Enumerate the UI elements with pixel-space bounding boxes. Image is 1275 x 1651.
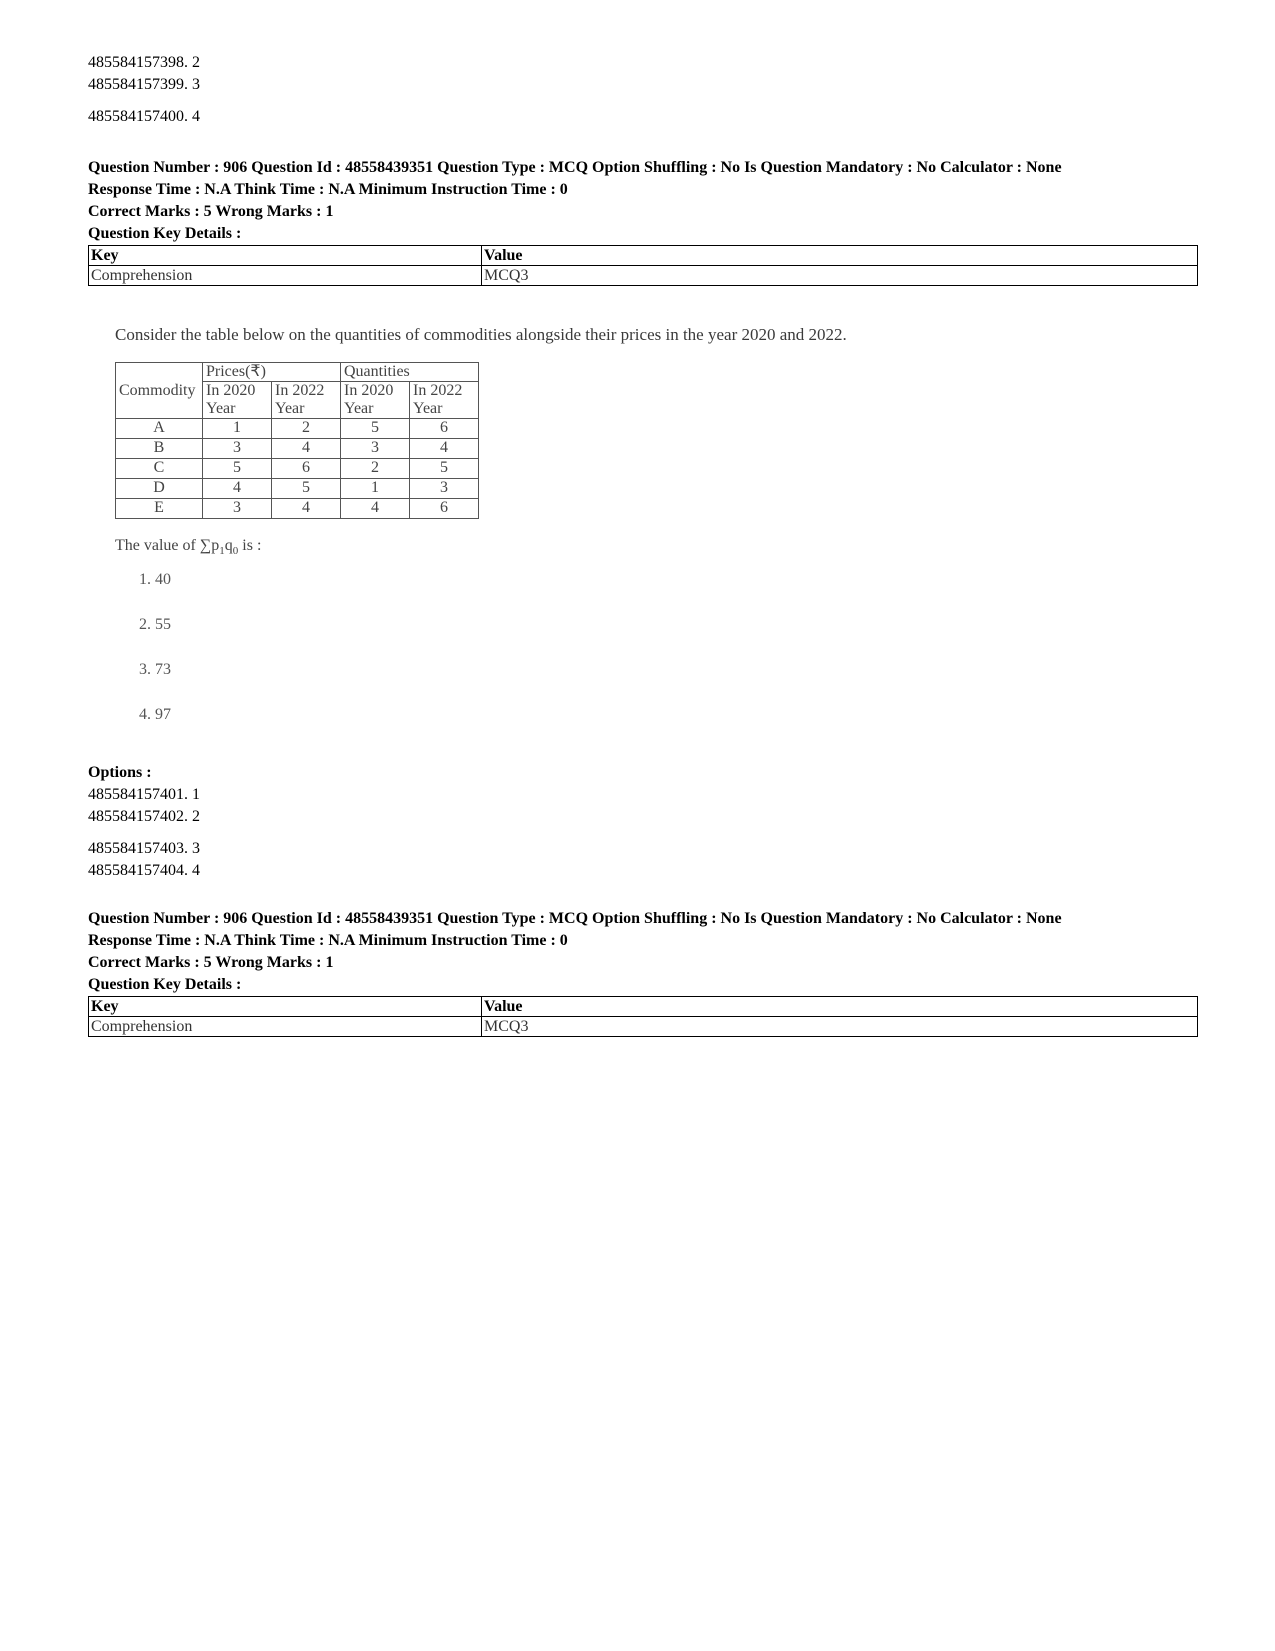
quantity-cell: 2 (341, 459, 410, 479)
key-details-label: Question Key Details : (88, 225, 242, 242)
option-line: 485584157401. 1 (88, 786, 200, 803)
quantity-cell: 4 (410, 439, 479, 459)
price-cell: 2 (272, 419, 341, 439)
commodity-header: Commodity (116, 363, 203, 419)
question-header-line: Question Number : 906 Question Id : 48558439351 Question Type : MCQ Option Shuffling : No Is Question Mandatory : No Calculator : None (88, 910, 1062, 927)
option-line: 485584157398. 2 (88, 54, 200, 71)
quantity-cell: 5 (410, 459, 479, 479)
sum-suffix: is : (238, 537, 262, 554)
value-cell: MCQ3 (482, 266, 1198, 286)
key-value-table (88, 996, 1198, 1037)
question-header-line: Question Number : 906 Question Id : 48558439351 Question Type : MCQ Option Shuffling : No Is Question Mandatory : No Calculator : None (88, 159, 1062, 176)
price-cell: 4 (272, 499, 341, 519)
commodity-cell: D (116, 479, 203, 499)
prices-header: Prices(₹) (203, 363, 341, 382)
quantity-cell: 6 (410, 499, 479, 519)
option-line: 485584157402. 2 (88, 808, 200, 825)
price-cell: 5 (272, 479, 341, 499)
price-cell: 6 (272, 459, 341, 479)
question-stem: Consider the table below on the quantities of commodities alongside their prices in the year 2020 and 2022. (115, 325, 847, 344)
sub-header: In 2022 Year (410, 382, 479, 419)
value-cell: MCQ3 (482, 1017, 1198, 1037)
timing-line: Response Time : N.A Think Time : N.A Minimum Instruction Time : 0 (88, 181, 568, 198)
key-cell: Comprehension (89, 1017, 482, 1037)
option-line: 485584157403. 3 (88, 840, 200, 857)
key-details-label: Question Key Details : (88, 976, 242, 993)
sum-subscript: 1 (219, 545, 225, 558)
commodity-cell: E (116, 499, 203, 519)
commodity-cell: B (116, 439, 203, 459)
key-value-table (88, 245, 1198, 286)
table-header-row (89, 997, 1198, 1017)
choice-item: 2. 55 (139, 616, 171, 634)
price-cell: 3 (203, 439, 272, 459)
price-cell: 5 (203, 459, 272, 479)
table-row (89, 1017, 1198, 1037)
commodity-cell: C (116, 459, 203, 479)
question-metadata-block-1 (88, 157, 1198, 286)
option-line: 485584157400. 4 (88, 108, 200, 125)
option-line: 485584157404. 4 (88, 862, 200, 879)
value-header: Value (482, 997, 1198, 1017)
commodity-cell: A (116, 419, 203, 439)
table-row (116, 439, 479, 459)
marks-line: Correct Marks : 5 Wrong Marks : 1 (88, 954, 334, 971)
table-header-row (89, 246, 1198, 266)
sum-mid: q (224, 537, 233, 554)
sub-header: In 2020 Year (341, 382, 410, 419)
table-row (116, 479, 479, 499)
marks-line: Correct Marks : 5 Wrong Marks : 1 (88, 203, 334, 220)
table-row (116, 459, 479, 479)
key-header: Key (89, 997, 482, 1017)
quantities-header: Quantities (341, 363, 479, 382)
question-choices (139, 571, 847, 751)
price-cell: 4 (272, 439, 341, 459)
price-cell: 4 (203, 479, 272, 499)
sub-header: In 2022 Year (272, 382, 341, 419)
commodity-table (115, 362, 479, 519)
question-image (115, 324, 847, 751)
key-header: Key (89, 246, 482, 266)
quantity-cell: 1 (341, 479, 410, 499)
quantity-cell: 3 (410, 479, 479, 499)
previous-options (88, 52, 200, 128)
price-cell: 1 (203, 419, 272, 439)
sum-prompt (115, 537, 847, 557)
choice-item: 4. 97 (139, 706, 171, 724)
timing-line: Response Time : N.A Think Time : N.A Minimum Instruction Time : 0 (88, 932, 568, 949)
quantity-cell: 3 (341, 439, 410, 459)
table-row (116, 419, 479, 439)
choice-item: 1. 40 (139, 571, 171, 589)
price-cell: 3 (203, 499, 272, 519)
sum-subscript: 0 (232, 545, 239, 558)
value-header: Value (482, 246, 1198, 266)
options-block (88, 762, 200, 882)
table-row (116, 499, 479, 519)
quantity-cell: 5 (341, 419, 410, 439)
choice-item: 3. 73 (139, 661, 171, 679)
options-label: Options : (88, 764, 152, 781)
sum-prefix: The value of ∑p (115, 537, 220, 554)
key-cell: Comprehension (89, 266, 482, 286)
table-row (89, 266, 1198, 286)
quantity-cell: 6 (410, 419, 479, 439)
quantity-cell: 4 (341, 499, 410, 519)
option-line: 485584157399. 3 (88, 76, 200, 93)
sub-header: In 2020 Year (203, 382, 272, 419)
question-metadata-block-2 (88, 908, 1198, 1037)
